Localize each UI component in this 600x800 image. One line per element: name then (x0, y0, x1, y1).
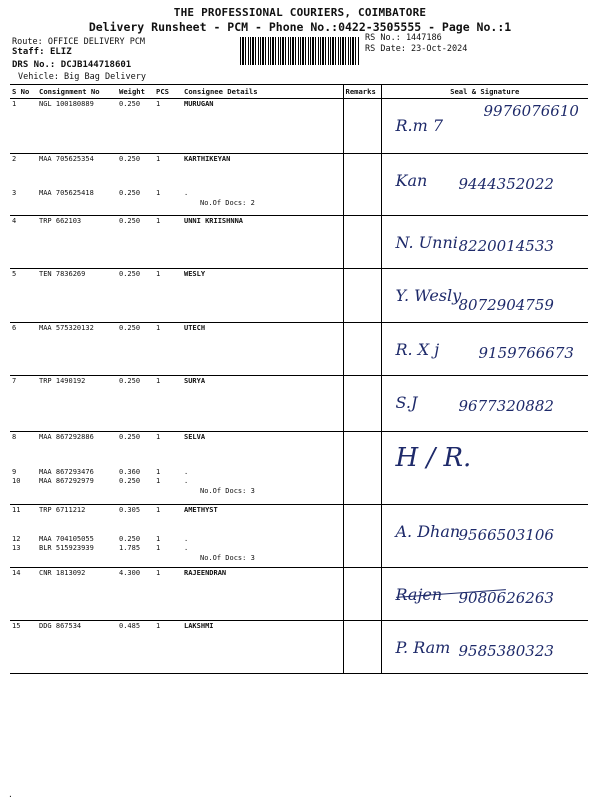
cell-weight (117, 432, 154, 505)
vehicle-label: Vehicle: Big Bag Delivery (18, 72, 146, 82)
signature-name: S.J (395, 393, 418, 412)
signature-area (384, 270, 587, 319)
cell-sno (10, 505, 37, 568)
cell-sno (10, 99, 37, 154)
signature-phone: 8220014533 (458, 237, 554, 255)
cell-value: TEN 7836269 (39, 270, 86, 278)
docs-count: No.Of Docs: 3 (200, 487, 255, 495)
table-row (10, 269, 588, 323)
signature-area (384, 433, 587, 501)
cell-value: 1 (156, 477, 161, 485)
signature-name: Y. Wesly (395, 286, 462, 305)
cell-pcs (154, 621, 182, 674)
cell-pcs (154, 323, 182, 376)
cell-value: MURUGAN (184, 100, 214, 108)
cell-value: 0.250 (119, 100, 141, 108)
cell-consignee (182, 568, 343, 621)
company-title: THE PROFESSIONAL COURIERS, COIMBATORE (173, 6, 427, 19)
rs-number: RS No.: 1447186 (365, 33, 442, 43)
cell-value: 1 (156, 535, 161, 543)
cell-value: . (184, 477, 189, 485)
staff-label: Staff: (12, 47, 45, 57)
cell-consignee (182, 376, 343, 432)
signature-phone: 9976076610 (483, 102, 579, 120)
table-header-row (10, 85, 588, 99)
signature-name: A. Dhan (395, 522, 461, 541)
cell-signature (381, 505, 588, 568)
signature-name: P. Ram (395, 638, 451, 657)
col-header-sno: S No (10, 85, 37, 99)
cell-weight (117, 216, 154, 269)
cell-remarks (343, 216, 381, 269)
cell-weight (117, 99, 154, 154)
cell-consignment-no (37, 99, 117, 154)
signature-phone: 9585380323 (458, 642, 554, 660)
cell-consignment-no (37, 323, 117, 376)
cell-sno (10, 323, 37, 376)
cell-value: 1 (156, 217, 161, 225)
col-header-weight: Weight (117, 85, 154, 99)
signature-phone: 9080626263 (458, 589, 554, 607)
cell-value: 1 (156, 433, 161, 441)
cell-consignment-no (37, 216, 117, 269)
col-header-consignment: Consignment No (37, 85, 117, 99)
cell-weight (117, 154, 154, 216)
cell-weight (117, 269, 154, 323)
cell-value: 9 (12, 468, 17, 476)
cell-value: 12 (12, 535, 21, 543)
table-row (10, 99, 588, 154)
runsheet-table (10, 84, 588, 674)
cell-value: 0.250 (119, 155, 141, 163)
cell-value: 3 (12, 189, 17, 197)
signature-phone: 9159766673 (478, 344, 574, 362)
cell-sno (10, 432, 37, 505)
cell-consignment-no (37, 154, 117, 216)
cell-signature (381, 154, 588, 216)
drs-info (12, 60, 131, 70)
signature-name: R. X j (395, 340, 440, 359)
runsheet-subtitle: Delivery Runsheet - PCM - Phone No.:0422-3505555 - Page No.:1 (88, 20, 512, 34)
drs-value: DCJB144718601 (60, 60, 132, 70)
cell-value: 2 (12, 155, 17, 163)
cell-value: 1 (12, 100, 17, 108)
cell-signature (381, 216, 588, 269)
cell-value: 0.250 (119, 433, 141, 441)
cell-value: 1 (156, 155, 161, 163)
cell-value: 0.250 (119, 270, 141, 278)
staff-value: ELIZ (49, 47, 72, 57)
cell-value: . (184, 544, 189, 552)
signature-phone: 9444352022 (458, 175, 554, 193)
docs-count: No.Of Docs: 2 (200, 199, 255, 207)
cell-value: 1 (156, 270, 161, 278)
cell-value: BLR 515923939 (39, 544, 94, 552)
cell-weight (117, 323, 154, 376)
cell-value: MAA 867292886 (39, 433, 94, 441)
cell-value: 15 (12, 622, 21, 630)
cell-pcs (154, 568, 182, 621)
cell-pcs (154, 432, 182, 505)
cell-value: 1 (156, 189, 161, 197)
cell-value: RAJEENDRAN (184, 569, 227, 577)
cell-consignment-no (37, 621, 117, 674)
cell-value: 0.485 (119, 622, 141, 630)
cell-signature (381, 376, 588, 432)
cell-signature (381, 323, 588, 376)
cell-value: MAA 575320132 (39, 324, 94, 332)
cell-weight (117, 568, 154, 621)
signature-phone: 8072904759 (458, 296, 554, 314)
cell-value: 5 (12, 270, 17, 278)
cell-consignee (182, 323, 343, 376)
cell-value: 1 (156, 324, 161, 332)
cell-value: UTECH (184, 324, 206, 332)
cell-value: UNNI KRIISHNNA (184, 217, 244, 225)
cell-remarks (343, 376, 381, 432)
cell-sno (10, 269, 37, 323)
route-label: Route: OFFICE DELIVERY PCM (12, 37, 146, 47)
cell-pcs (154, 216, 182, 269)
col-header-signature: Seal & Signature (381, 85, 588, 99)
barcode (240, 37, 360, 65)
signature-name: R.m 7 (395, 116, 444, 135)
cell-remarks (343, 505, 381, 568)
signature-name: Rajen (395, 585, 443, 604)
signature-area (384, 155, 587, 212)
cell-remarks (343, 323, 381, 376)
cell-sno (10, 216, 37, 269)
cell-remarks (343, 568, 381, 621)
cell-value: 11 (12, 506, 21, 514)
cell-value: WESLY (184, 270, 206, 278)
table-row (10, 376, 588, 432)
cell-signature (381, 99, 588, 154)
cell-consignee (182, 216, 343, 269)
cell-value: 1 (156, 569, 161, 577)
signature-name: N. Unni (395, 233, 458, 252)
cell-value: 4 (12, 217, 17, 225)
cell-weight (117, 621, 154, 674)
cell-signature (381, 269, 588, 323)
cell-sno (10, 376, 37, 432)
cell-weight (117, 376, 154, 432)
table-row (10, 432, 588, 505)
cell-remarks (343, 621, 381, 674)
cell-value: KARTHIKEYAN (184, 155, 231, 163)
signature-area (384, 569, 587, 609)
cell-value: MAA 704105055 (39, 535, 94, 543)
cell-value: MAA 705625354 (39, 155, 94, 163)
cell-sno (10, 621, 37, 674)
signature-area (384, 100, 587, 150)
cell-signature (381, 432, 588, 505)
cell-value: 1 (156, 377, 161, 385)
signature-area (384, 377, 587, 428)
cell-value: . (184, 189, 189, 197)
rs-date: RS Date: 23-Oct-2024 (365, 44, 468, 54)
cell-consignee (182, 154, 343, 216)
table-row (10, 505, 588, 568)
cell-value: 1 (156, 100, 161, 108)
cell-value: TRP 662103 (39, 217, 82, 225)
signature-area (384, 506, 587, 564)
cell-sno (10, 568, 37, 621)
cell-pcs (154, 269, 182, 323)
cell-value: 10 (12, 477, 21, 485)
cell-value: . (184, 535, 189, 543)
signature-phone: 9566503106 (458, 526, 554, 544)
cell-value: SELVA (184, 433, 206, 441)
cell-consignee (182, 505, 343, 568)
cell-value: 1 (156, 506, 161, 514)
cell-value: 0.250 (119, 217, 141, 225)
cell-remarks (343, 432, 381, 505)
cell-value: 8 (12, 433, 17, 441)
cell-value: MAA 705625418 (39, 189, 94, 197)
table-row (10, 568, 588, 621)
cell-value: 0.360 (119, 468, 141, 476)
cell-value: NGL 100180889 (39, 100, 94, 108)
cell-value: 6 (12, 324, 17, 332)
cell-consignment-no (37, 376, 117, 432)
cell-consignment-no (37, 568, 117, 621)
cell-value: TRP 6711212 (39, 506, 86, 514)
cell-value: 0.250 (119, 535, 141, 543)
cell-value: DDG 867534 (39, 622, 82, 630)
signature-area (384, 622, 587, 670)
docs-count: No.Of Docs: 3 (200, 554, 255, 562)
cell-value: CNR 1813092 (39, 569, 86, 577)
cell-consignee (182, 432, 343, 505)
cell-remarks (343, 99, 381, 154)
cell-pcs (154, 505, 182, 568)
cell-value: 14 (12, 569, 21, 577)
cell-value: 7 (12, 377, 17, 385)
cell-pcs (154, 376, 182, 432)
staff-info (12, 47, 72, 57)
cell-consignee (182, 621, 343, 674)
cell-value: 0.250 (119, 324, 141, 332)
col-header-pcs: PCS (154, 85, 182, 99)
cell-value: 0.250 (119, 477, 141, 485)
cell-value: TRP 1490192 (39, 377, 86, 385)
signature-area (384, 324, 587, 372)
drs-label: DRS No.: (12, 60, 56, 70)
cell-value: . (184, 468, 189, 476)
cell-value: 0.250 (119, 189, 141, 197)
table-row (10, 323, 588, 376)
cell-remarks (343, 269, 381, 323)
cell-value: LAKSHMI (184, 622, 214, 630)
table-row (10, 216, 588, 269)
cell-value: 1 (156, 468, 161, 476)
cell-consignment-no (37, 432, 117, 505)
table-body (10, 99, 588, 674)
cell-value: 1.785 (119, 544, 141, 552)
table-row (10, 621, 588, 674)
cell-value: 4.300 (119, 569, 141, 577)
cell-value: 0.250 (119, 377, 141, 385)
signature-name: Kan (395, 171, 428, 190)
cell-value: 0.305 (119, 506, 141, 514)
cell-value: AMETHYST (184, 506, 218, 514)
cell-remarks (343, 154, 381, 216)
cell-consignment-no (37, 505, 117, 568)
signature-name: H / R. (395, 443, 472, 473)
cell-pcs (154, 154, 182, 216)
cell-value: MAA 867292979 (39, 477, 94, 485)
signature-area (384, 217, 587, 264)
cell-value: 1 (156, 544, 161, 552)
cell-value: MAA 867293476 (39, 468, 94, 476)
cell-value: 13 (12, 544, 21, 552)
cell-sno (10, 154, 37, 216)
cell-value: SURYA (184, 377, 206, 385)
cell-signature (381, 621, 588, 674)
signature-phone: 9677320882 (458, 397, 554, 415)
table-row (10, 154, 588, 216)
cell-consignee (182, 99, 343, 154)
cell-signature (381, 568, 588, 621)
cell-weight (117, 505, 154, 568)
footer-mark: . (8, 790, 13, 799)
col-header-consignee: Consignee Details (182, 85, 343, 99)
cell-consignment-no (37, 269, 117, 323)
cell-consignee (182, 269, 343, 323)
cell-value: 1 (156, 622, 161, 630)
col-header-remarks: Remarks (343, 85, 381, 99)
cell-pcs (154, 99, 182, 154)
